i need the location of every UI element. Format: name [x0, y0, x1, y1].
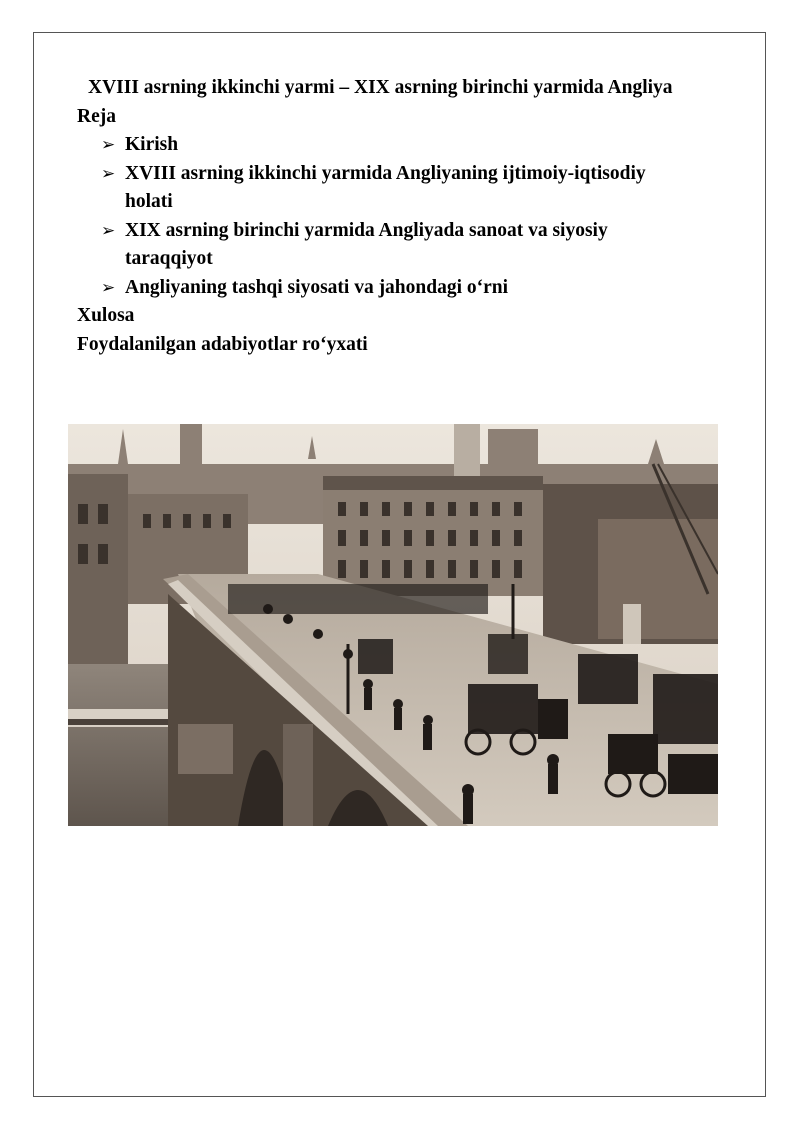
plan-item-label-continued: holati	[125, 191, 173, 212]
plan-item-label: Kirish	[125, 134, 179, 155]
plan-item-industry-politics	[77, 217, 747, 274]
plan-item-social-economic	[77, 160, 747, 217]
document-title: XVIII asrning ikkinchi yarmi – XIX asrning birinchi yarmida Angliya	[88, 77, 673, 98]
arrow-bullet-icon: ➢	[101, 220, 116, 241]
document-content	[77, 74, 747, 359]
bridge-photo-illustration	[68, 424, 718, 826]
plan-item-kirish	[77, 131, 747, 160]
plan-item-label: XIX asrning birinchi yarmida Angliyada sanoat va siyosiy	[125, 219, 608, 241]
arrow-bullet-icon: ➢	[101, 163, 116, 184]
plan-list	[77, 131, 747, 302]
plan-item-label: XVIII asrning ikkinchi yarmida Angliyaning ijtimoiy-iqtisodiy	[125, 162, 646, 184]
arrow-bullet-icon: ➢	[101, 135, 116, 155]
historic-bridge-photo	[68, 424, 718, 826]
plan-item-label: Angliyaning tashqi siyosati va jahondagi o‘rni	[125, 276, 509, 298]
plan-heading: Reja	[77, 105, 116, 127]
arrow-bullet-icon: ➢	[101, 277, 116, 298]
references-heading: Foydalanilgan adabiyotlar ro‘yxati	[77, 333, 368, 355]
conclusion-heading: Xulosa	[77, 305, 135, 326]
plan-item-label-continued: taraqqiyot	[125, 248, 213, 269]
plan-item-foreign-policy	[77, 274, 747, 303]
